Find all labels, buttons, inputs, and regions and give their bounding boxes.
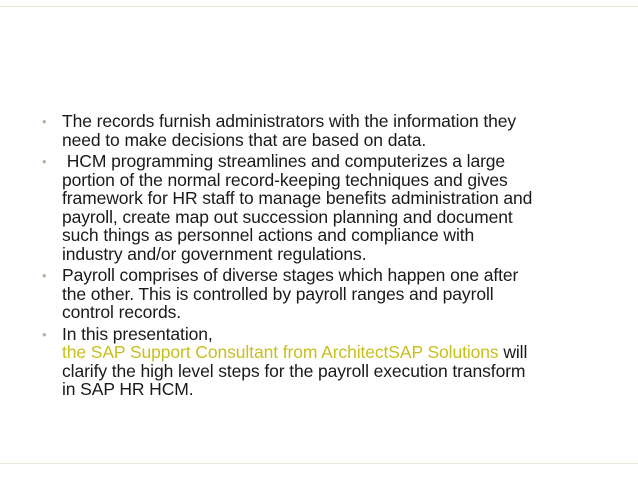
bullet-text-line: The records furnish administrators with the information they: [62, 111, 517, 131]
consultant-link[interactable]: the SAP Support Consultant from ArchitectSAP Solutions: [62, 342, 499, 362]
link-suffix-text: will: [498, 342, 528, 362]
bullet-text-line: [62, 343, 608, 362]
bullet-icon: •: [42, 154, 47, 169]
top-divider: [0, 6, 638, 7]
bullet-text-line: portion of the normal record-keeping techniques and gives: [62, 169, 508, 190]
bullet-icon: •: [42, 268, 47, 283]
bullet-list: [38, 112, 608, 402]
bullet-item: [38, 152, 608, 263]
bullet-text-line: industry and/or government regulations.: [62, 243, 367, 264]
title-placeholder: [38, 20, 598, 90]
bullet-text-line: control records.: [62, 302, 182, 322]
bullet-icon: •: [42, 114, 47, 129]
bullet-item: [38, 112, 608, 149]
bullet-icon: •: [42, 326, 47, 342]
bullet-text-line: payroll, create map out succession planning and document: [62, 206, 513, 227]
bullet-text-line: need to make decisions that are based on data.: [62, 129, 427, 150]
bullet-text-line: In this presentation,: [62, 323, 213, 344]
bullet-text-line: HCM programming streamlines and computerizes a large: [62, 151, 506, 171]
bullet-text-line: the other. This is controlled by payroll ranges and payroll: [62, 283, 494, 304]
bullet-item: [38, 266, 608, 322]
bullet-text-line: clarify the high level steps for the payroll execution transform: [62, 360, 526, 381]
bullet-text-line: Payroll comprises of diverse stages which happen one after: [62, 265, 519, 285]
bottom-divider: [0, 463, 638, 464]
bullet-text-line: such things as personnel actions and compliance with: [62, 225, 475, 245]
bullet-text-line: framework for HR staff to manage benefits administration and: [62, 188, 533, 208]
bullet-text-line: in SAP HR HCM.: [62, 379, 194, 399]
bullet-item: [38, 325, 608, 399]
